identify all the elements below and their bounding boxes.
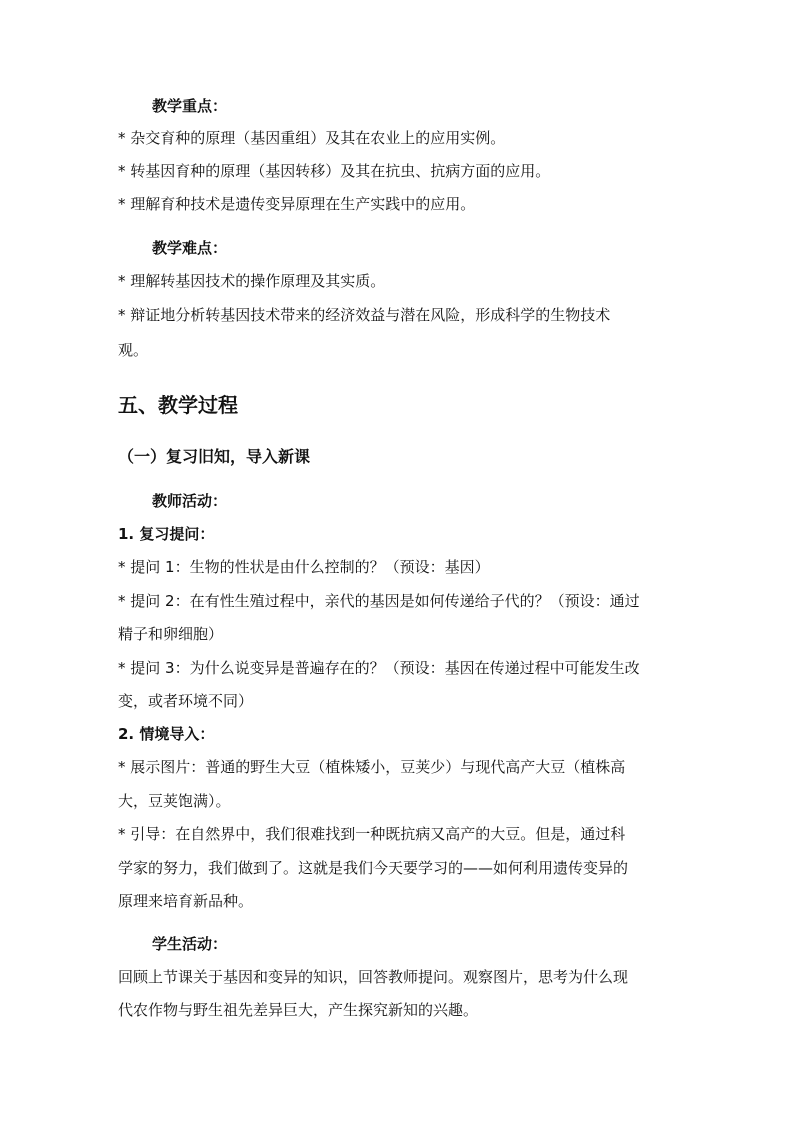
scenario-line: 大，豆荚饱满）。 [118, 792, 231, 810]
review-question-line: 精子和卵细胞） [118, 625, 224, 643]
review-question-line: * 提问 1：生物的性状是由什么控制的？（预设：基因） [118, 558, 490, 576]
difficult-point-item: * 理解转基因技术的操作原理及其实质。 [118, 272, 386, 290]
subsection-title: （一）复习旧知，导入新课 [118, 447, 311, 466]
student-activity-line: 回顾上节课关于基因和变异的知识，回答教师提问。观察图片，思考为什么现 [118, 968, 629, 986]
review-questions-heading: 1. 复习提问： [118, 525, 215, 543]
review-question-line: * 提问 2：在有性生殖过程中，亲代的基因是如何传递给子代的？（预设：通过 [118, 592, 640, 610]
teacher-activity-heading: 教师活动： [152, 492, 228, 510]
review-question-line: 变，或者环境不同） [118, 692, 254, 710]
scenario-line: 原理来培育新品种。 [118, 892, 254, 910]
review-question-line: * 提问 3：为什么说变异是普遍存在的？（预设：基因在传递过程中可能发生改 [118, 659, 640, 677]
student-activity-line: 代农作物与野生祖先差异巨大，产生探究新知的兴趣。 [118, 1001, 479, 1019]
difficult-point-item: 观。 [118, 341, 149, 359]
difficult-point-item: * 辩证地分析转基因技术带来的经济效益与潜在风险，形成科学的生物技术 [118, 306, 611, 324]
scenario-intro-heading: 2. 情境导入： [118, 725, 215, 743]
scenario-line: * 引导：在自然界中，我们很难找到一种既抗病又高产的大豆。但是，通过科 [118, 825, 626, 843]
key-point-item: * 理解育种技术是遗传变异原理在生产实践中的应用。 [118, 195, 476, 213]
key-points-heading: 教学重点： [152, 97, 228, 115]
section-title: 五、教学过程 [118, 393, 238, 417]
student-activity-heading: 学生活动： [152, 935, 228, 953]
key-point-item: * 杂交育种的原理（基因重组）及其在农业上的应用实例。 [118, 129, 506, 147]
scenario-line: * 展示图片：普通的野生大豆（植株矮小，豆荚少）与现代高产大豆（植株高 [118, 758, 626, 776]
key-point-item: * 转基因育种的原理（基因转移）及其在抗虫、抗病方面的应用。 [118, 162, 551, 180]
scenario-line: 学家的努力，我们做到了。这就是我们今天要学习的——如何利用遗传变异的 [118, 859, 629, 877]
difficult-points-heading: 教学难点： [152, 239, 228, 257]
